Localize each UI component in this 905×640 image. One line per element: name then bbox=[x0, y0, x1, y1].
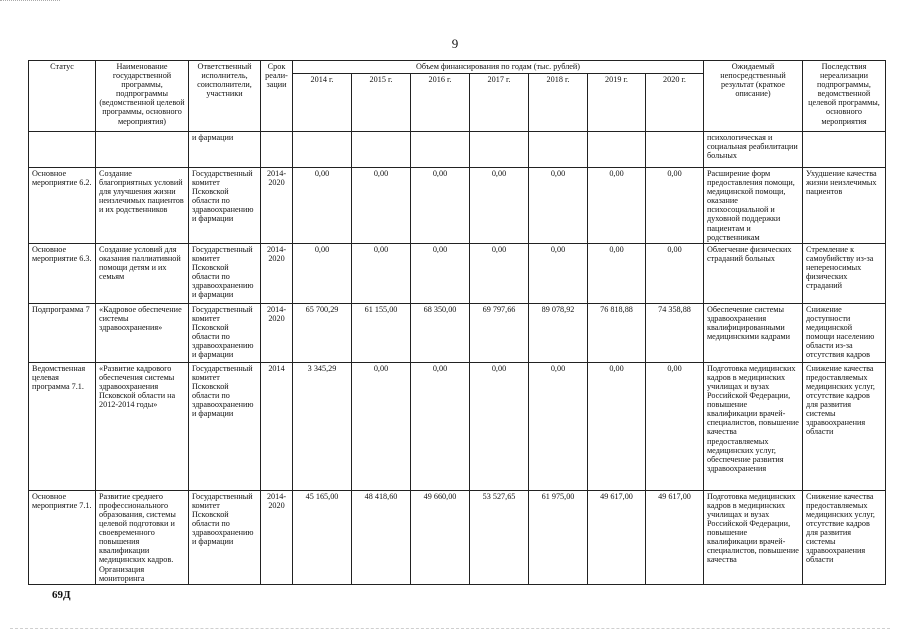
row-value: 68 350,00 bbox=[411, 303, 470, 362]
row-name: Создание условий для оказания паллиативной помощи детям и их семьям bbox=[96, 243, 189, 303]
row-value: 0,00 bbox=[588, 243, 646, 303]
row-consequences: Ухудшение качества жизни неизлечимых пациентов bbox=[803, 168, 886, 244]
row-expected: Подготовка медицинских кадров в медицинских училищах и вузах Российской Федерации, повышение квалификации врачей-специалистов, повышение качества bbox=[704, 490, 803, 584]
row-value: 0,00 bbox=[352, 168, 411, 244]
row-status: Основное мероприятие 7.1. bbox=[29, 490, 96, 584]
row-value bbox=[646, 132, 704, 168]
row-consequences bbox=[803, 132, 886, 168]
footer-code: 69Д bbox=[52, 589, 71, 601]
row-value: 89 078,92 bbox=[529, 303, 588, 362]
row-value: 0,00 bbox=[646, 362, 704, 490]
row-responsible: Государственный комитет Псковской области по здравоохранению и фармации bbox=[189, 168, 261, 244]
row-name: Создание благоприятных условий для улучшения жизни неизлечимых пациентов и их родственников bbox=[96, 168, 189, 244]
row-value: 0,00 bbox=[470, 168, 529, 244]
header-year: 2015 г. bbox=[352, 74, 411, 132]
row-value: 0,00 bbox=[411, 362, 470, 490]
row-value: 53 527,65 bbox=[470, 490, 529, 584]
row-name: «Кадровое обеспечение системы здравоохранения» bbox=[96, 303, 189, 362]
row-value: 61 975,00 bbox=[529, 490, 588, 584]
row-value: 48 418,60 bbox=[352, 490, 411, 584]
row-value: 0,00 bbox=[529, 168, 588, 244]
header-year: 2017 г. bbox=[470, 74, 529, 132]
row-term: 2014-2020 bbox=[261, 303, 293, 362]
page-number: 9 bbox=[451, 36, 459, 51]
table-row bbox=[29, 303, 886, 362]
row-value: 0,00 bbox=[470, 243, 529, 303]
row-name bbox=[96, 132, 189, 168]
row-responsible: и фармации bbox=[189, 132, 261, 168]
row-value: 49 617,00 bbox=[646, 490, 704, 584]
row-responsible: Государственный комитет Псковской области по здравоохранению и фармации bbox=[189, 303, 261, 362]
row-expected: Обеспечение системы здравоохранения квалифицированными медицинскими кадрами bbox=[704, 303, 803, 362]
header-year: 2019 г. bbox=[588, 74, 646, 132]
row-status: Подпрограмма 7 bbox=[29, 303, 96, 362]
header-term: Срок реали-зации bbox=[261, 61, 293, 132]
row-value: 49 660,00 bbox=[411, 490, 470, 584]
row-value: 65 700,29 bbox=[293, 303, 352, 362]
row-expected: Подготовка медицинских кадров в медицинских училищах и вузах Российской Федерации, повышение квалификации врачей-специалистов, повышение качества предоставляемых медицинских услуг, обеспечение развития здравоохранения bbox=[704, 362, 803, 490]
table-row bbox=[29, 168, 886, 244]
row-value: 69 797,66 bbox=[470, 303, 529, 362]
row-value bbox=[588, 132, 646, 168]
row-responsible: Государственный комитет Псковской области по здравоохранению и фармации bbox=[189, 243, 261, 303]
row-status: Основное мероприятие 6.2. bbox=[29, 168, 96, 244]
funding-table bbox=[28, 60, 886, 585]
row-value: 61 155,00 bbox=[352, 303, 411, 362]
scan-artifact-bottom bbox=[10, 628, 890, 635]
row-responsible: Государственный комитет Псковской области по здравоохранению и фармации bbox=[189, 362, 261, 490]
row-value: 0,00 bbox=[529, 243, 588, 303]
row-responsible: Государственный комитет Псковской области по здравоохранению и фармации bbox=[189, 490, 261, 584]
table-row bbox=[29, 362, 886, 490]
row-consequences: Стремление к самоубийству из-за непереносимых физических страданий bbox=[803, 243, 886, 303]
row-value bbox=[352, 132, 411, 168]
row-value: 0,00 bbox=[411, 168, 470, 244]
row-value bbox=[293, 132, 352, 168]
row-value: 0,00 bbox=[293, 243, 352, 303]
table-row bbox=[29, 243, 886, 303]
header-year: 2020 г. bbox=[646, 74, 704, 132]
row-value: 0,00 bbox=[411, 243, 470, 303]
row-value: 0,00 bbox=[588, 362, 646, 490]
row-value: 0,00 bbox=[588, 168, 646, 244]
row-consequences: Снижение доступности медицинской помощи населению области из-за отсутствия кадров bbox=[803, 303, 886, 362]
table-row bbox=[29, 132, 886, 168]
header-year: 2014 г. bbox=[293, 74, 352, 132]
row-expected: Облегчение физических страданий больных bbox=[704, 243, 803, 303]
row-consequences: Снижение качества предоставляемых медицинских услуг, отсутствие кадров для развития системы здравоохранения области bbox=[803, 490, 886, 584]
row-status: Ведомственная целевая программа 7.1. bbox=[29, 362, 96, 490]
row-value: 0,00 bbox=[529, 362, 588, 490]
row-status: Основное мероприятие 6.3. bbox=[29, 243, 96, 303]
header-funding: Объем финансирования по годам (тыс. рублей) bbox=[293, 61, 704, 74]
table-row bbox=[29, 490, 886, 584]
row-value: 0,00 bbox=[646, 243, 704, 303]
row-value bbox=[411, 132, 470, 168]
row-term: 2014-2020 bbox=[261, 243, 293, 303]
row-value: 0,00 bbox=[293, 168, 352, 244]
header-responsible: Ответственный исполнитель, соисполнители, участники bbox=[189, 61, 261, 132]
row-value: 0,00 bbox=[352, 362, 411, 490]
header-consequences: Последствия нереализации подпрограммы, ведомственной целевой программы, основного мероприятия bbox=[803, 61, 886, 132]
header-row bbox=[29, 61, 886, 74]
row-value bbox=[529, 132, 588, 168]
row-name: «Развитие кадрового обеспечения системы здравоохранения Псковской области на 2012-2014 годы» bbox=[96, 362, 189, 490]
row-consequences: Снижение качества предоставляемых медицинских услуг, отсутствие кадров для развития системы здравоохранения области bbox=[803, 362, 886, 490]
row-value: 3 345,29 bbox=[293, 362, 352, 490]
scan-artifact-top bbox=[0, 0, 60, 5]
header-status: Статус bbox=[29, 61, 96, 132]
header-expected: Ожидаемый непосредственный результат (краткое описание) bbox=[704, 61, 803, 132]
row-value: 0,00 bbox=[646, 168, 704, 244]
row-value: 49 617,00 bbox=[588, 490, 646, 584]
header-year: 2018 г. bbox=[529, 74, 588, 132]
row-term: 2014 bbox=[261, 362, 293, 490]
header-name: Наименование государственной программы, подпрограммы (ведомственной целевой программы, основного мероприятия) bbox=[96, 61, 189, 132]
row-value: 0,00 bbox=[470, 362, 529, 490]
row-value: 45 165,00 bbox=[293, 490, 352, 584]
row-value: 76 818,88 bbox=[588, 303, 646, 362]
row-value: 74 358,88 bbox=[646, 303, 704, 362]
header-year: 2016 г. bbox=[411, 74, 470, 132]
row-expected: Расширение форм предоставления помощи, медицинской помощи, оказание психосоциальной и духовной поддержки пациентам и родственникам bbox=[704, 168, 803, 244]
row-term: 2014-2020 bbox=[261, 168, 293, 244]
row-name: Развитие среднего профессионального образования, системы целевой подготовки и своевременного повышения квалификации медицинских кадров. Организация мониторинга bbox=[96, 490, 189, 584]
row-expected: психологическая и социальная реабилитации больных bbox=[704, 132, 803, 168]
row-term: 2014-2020 bbox=[261, 490, 293, 584]
row-value bbox=[470, 132, 529, 168]
row-status bbox=[29, 132, 96, 168]
row-value: 0,00 bbox=[352, 243, 411, 303]
row-term bbox=[261, 132, 293, 168]
